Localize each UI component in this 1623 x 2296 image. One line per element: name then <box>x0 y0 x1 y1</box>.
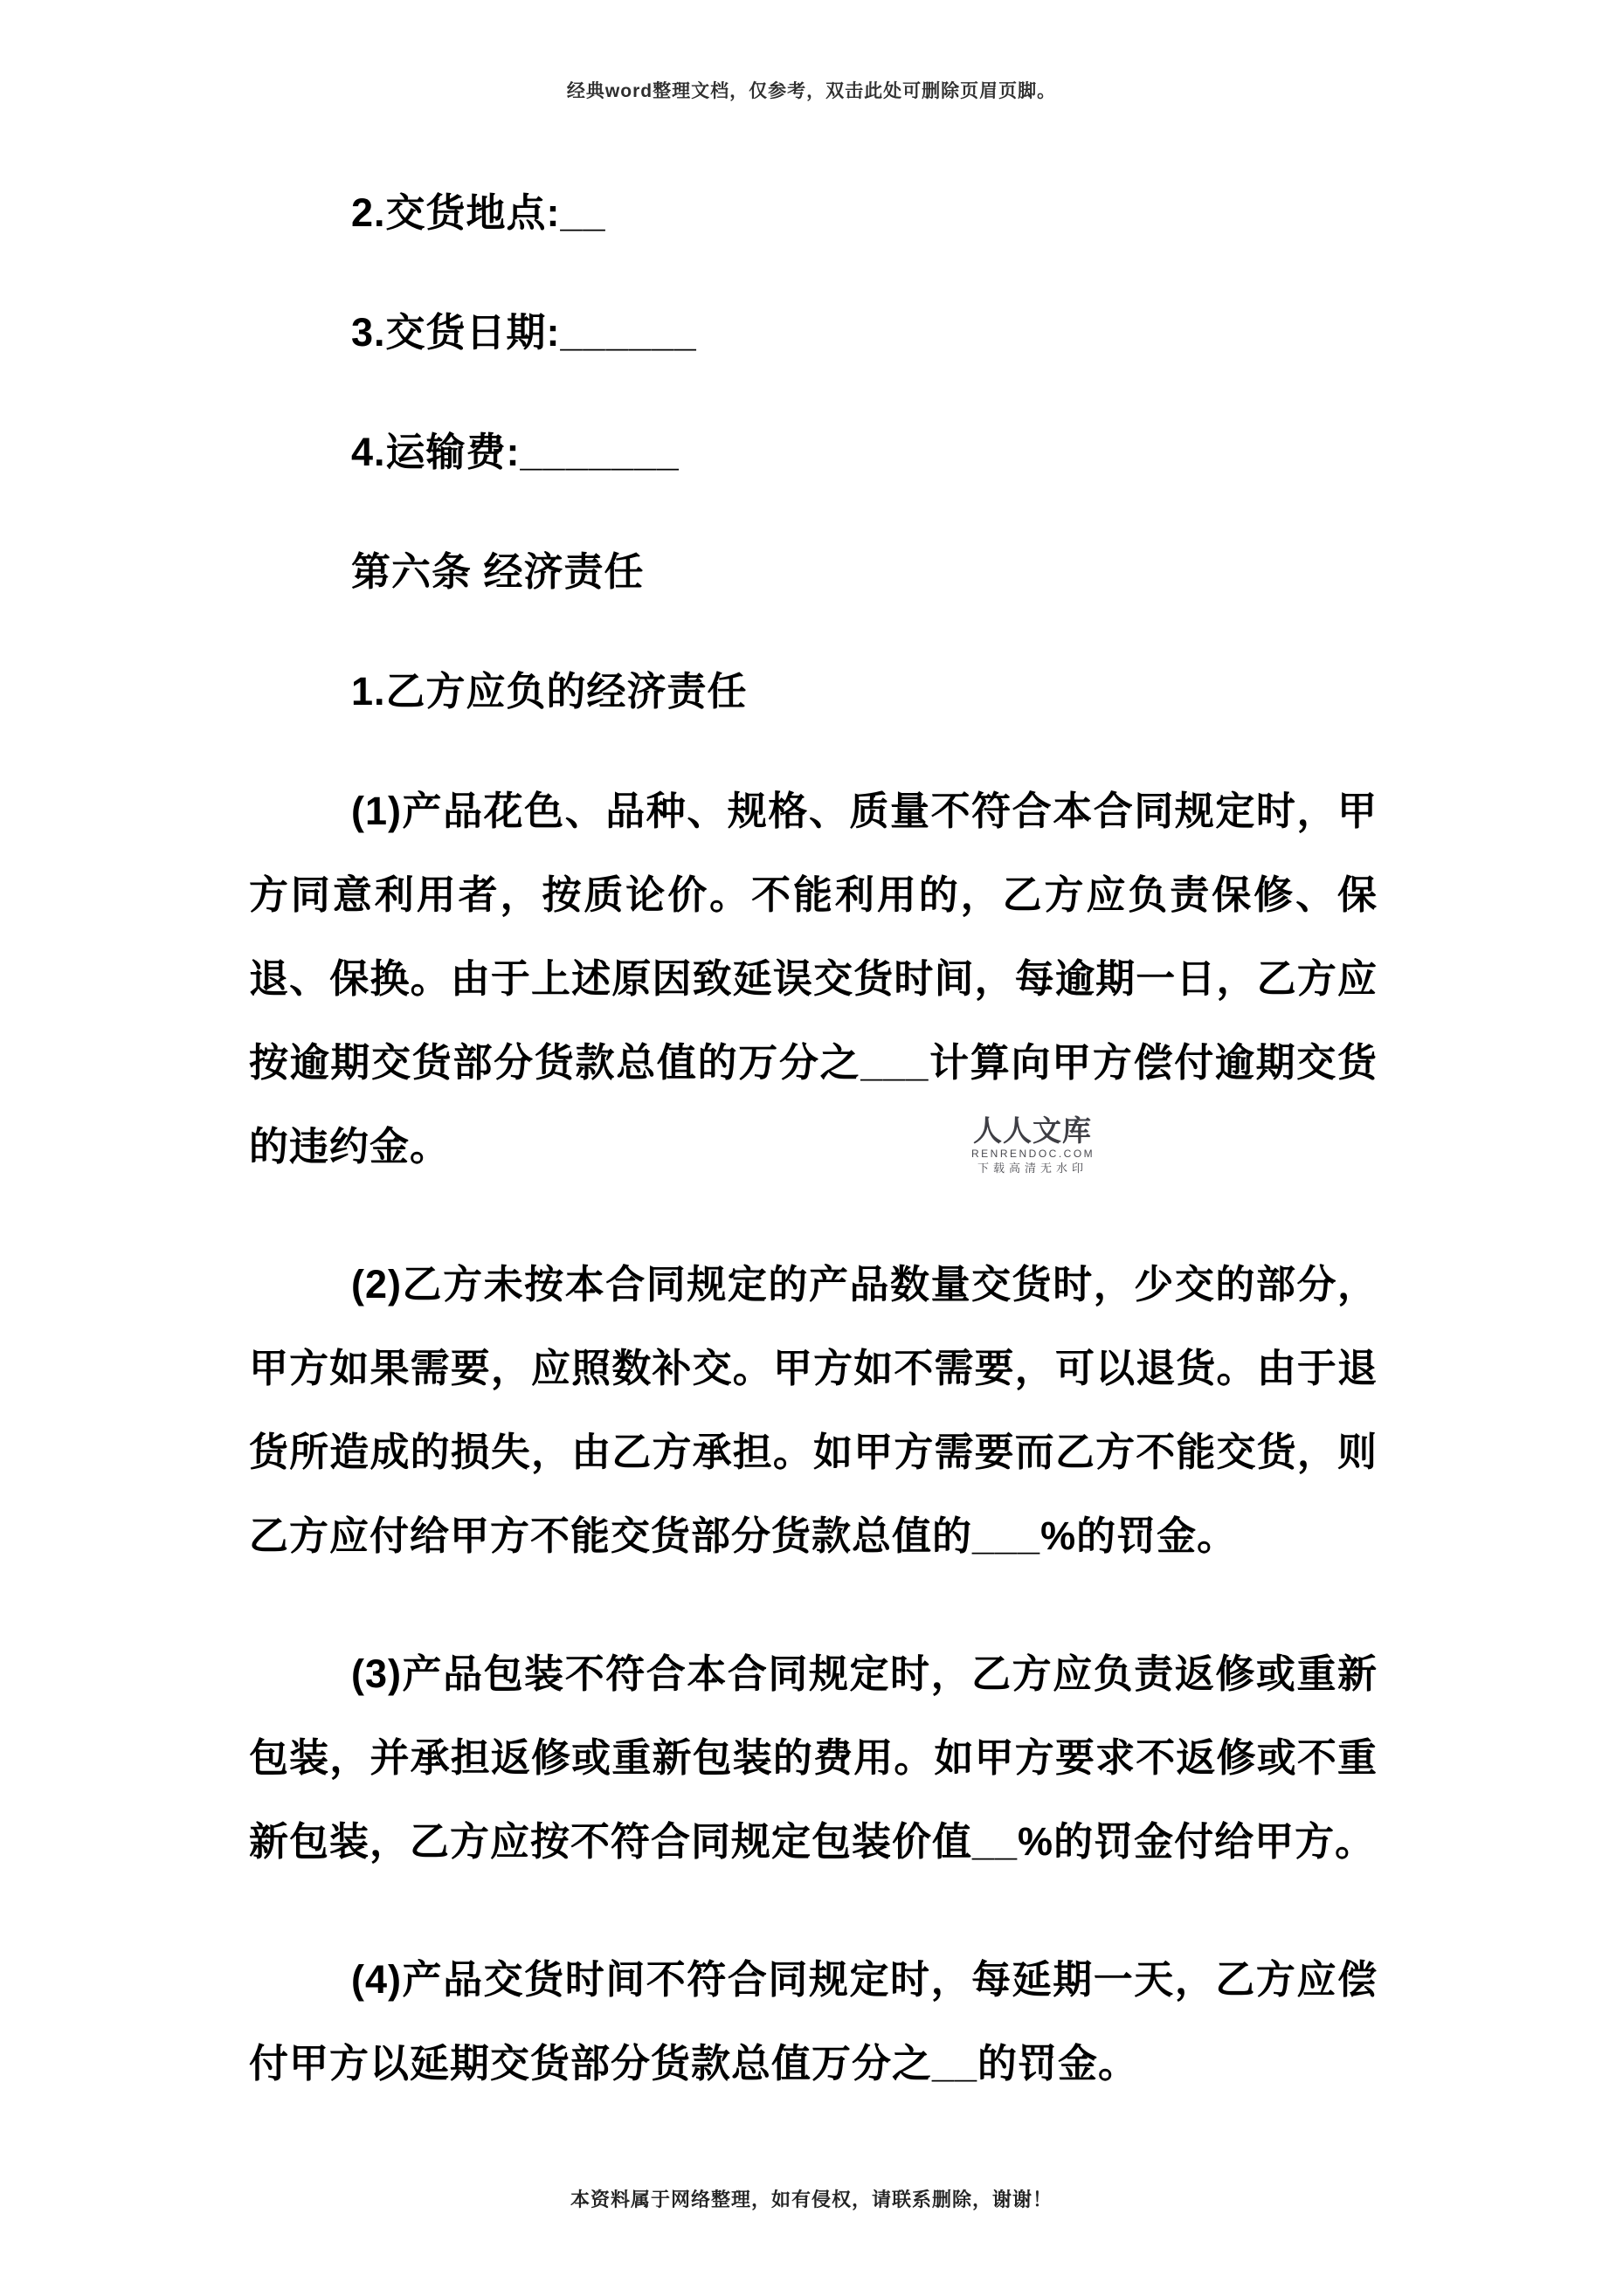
body-paragraph: (2)乙方未按本合同规定的产品数量交货时，少交的部分，甲方如果需要，应照数补交。甲方如不需要，可以退货。由于退货所造成的损失，由乙方承担。如甲方需要而乙方不能交货，则乙方应付给甲方不能交货部分货款总值的___%的罚金。 <box>249 1262 1378 1558</box>
page-footer-note: 本资料属于网络整理，如有侵权，请联系删除，谢谢！ <box>570 2189 1053 2210</box>
paragraphs <box>249 171 1378 2106</box>
watermark-logo-text: 人人文库 <box>973 1116 1092 1148</box>
page-header-note: 经典word整理文档，仅参考，双击此处可删除页眉页脚。 <box>566 81 1057 101</box>
body-paragraph: (4)产品交货时间不符合同规定时，每延期一天，乙方应偿付甲方以延期交货部分货款总值万分之__的罚金。 <box>249 1957 1378 2086</box>
watermark <box>971 1116 1094 1176</box>
section-heading: 第六条 经济责任 <box>351 549 645 594</box>
watermark-tagline: 下载高清无水印 <box>977 1162 1088 1175</box>
clause-line: 3.交货日期:______ <box>351 310 697 355</box>
clause-line: 4.运输费:_______ <box>351 430 680 474</box>
document-body <box>249 171 1378 2160</box>
body-paragraph: (3)产品包装不符合本合同规定时，乙方应负责返修或重新包装，并承担返修或重新包装的费用。如甲方要求不返修或不重新包装，乙方应按不符合同规定包装价值__%的罚金付给甲方。 <box>249 1651 1378 1864</box>
watermark-domain: RENRENDOC.COM <box>971 1148 1095 1160</box>
clause-line: 1.乙方应负的经济责任 <box>351 669 748 714</box>
clause-line: 2.交货地点:__ <box>351 190 606 235</box>
body-paragraph: (1)产品花色、品种、规格、质量不符合本合同规定时，甲方同意利用者，按质论价。不能利用的，乙方应负责保修、保退、保换。由于上述原因致延误交货时间，每逾期一日，乙方应按逾期交货部分货款总值的万分之___计算向甲方偿付逾期交货的违约金。 <box>249 789 1378 1169</box>
